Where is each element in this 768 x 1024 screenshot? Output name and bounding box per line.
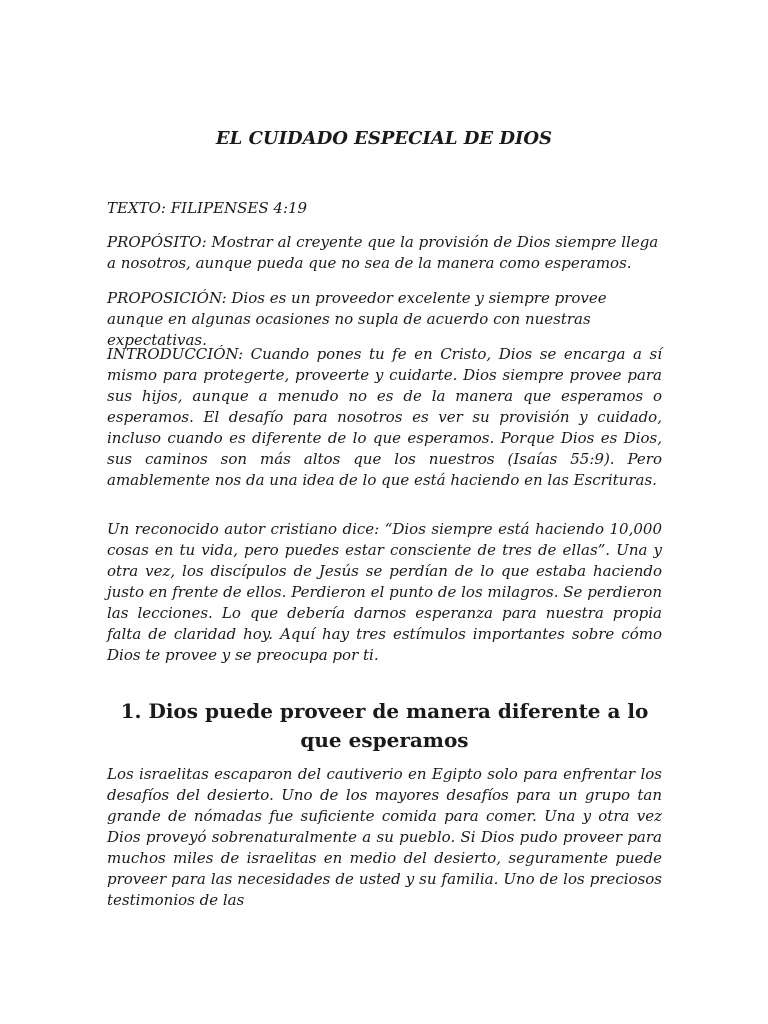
introduccion-paragraph: INTRODUCCIÓN: Cuando pones tu fe en Cristo, Dios se encarga a sí mismo para protegerte, proveerte y cuidarte. Dios siempre provee para sus hijos, aunque a menudo no es de la manera que esperamos o esperamos. El desafío para nosotros es ver su provisión y cuidado, incluso cuando es diferente de lo que esperamos. Porque Dios es Dios, sus caminos son más altos que los nuestros (Isaías 55:9). Pero amablemente nos da una idea de lo que está haciendo en las Escrituras. [107,345,662,489]
proposicion-paragraph: PROPOSICIÓN: Dios es un proveedor excelente y siempre provee aunque en algunas ocasiones no supla de acuerdo con nuestras expectativas. [107,289,607,349]
proposito-paragraph: PROPÓSITO: Mostrar al creyente que la provisión de Dios siempre llega a nosotros, aunque pueda que no sea de la manera como esperamos. [107,233,659,272]
quote-paragraph: Un reconocido autor cristiano dice: “Dios siempre está haciendo 10,000 cosas en tu vida, pero puedes estar consciente de tres de ellas”. Una y otra vez, los discípulos de Jesús se perdían de lo que estaba haciendo justo en frente de ellos. Perdieron el punto de los milagros. Se perdieron las lecciones. Lo que debería darnos esperanza para nuestra propia falta de claridad hoy. Aquí hay tres estímulos importantes sobre cómo Dios te provee y se preocupa por ti. [107,520,662,664]
texto-line: TEXTO: FILIPENSES 4:19 [107,199,308,217]
section-1-body: Los israelitas escaparon del cautiverio en Egipto solo para enfrentar los desafíos del desierto. Uno de los mayores desafíos para un grupo tan grande de nómadas fue suficiente comida para comer. Una y otra vez Dios proveyó sobrenaturalmente a su pueblo. Si Dios pudo proveer para muchos miles de israelitas en medio del desierto, seguramente puede proveer para las necesidades de usted y su familia. Uno de los preciosos testimonios de las [107,765,662,909]
section-heading-1: 1. Dios puede proveer de manera diferente a lo que esperamos [120,699,649,752]
document-title: EL CUIDADO ESPECIAL DE DIOS [215,128,553,149]
